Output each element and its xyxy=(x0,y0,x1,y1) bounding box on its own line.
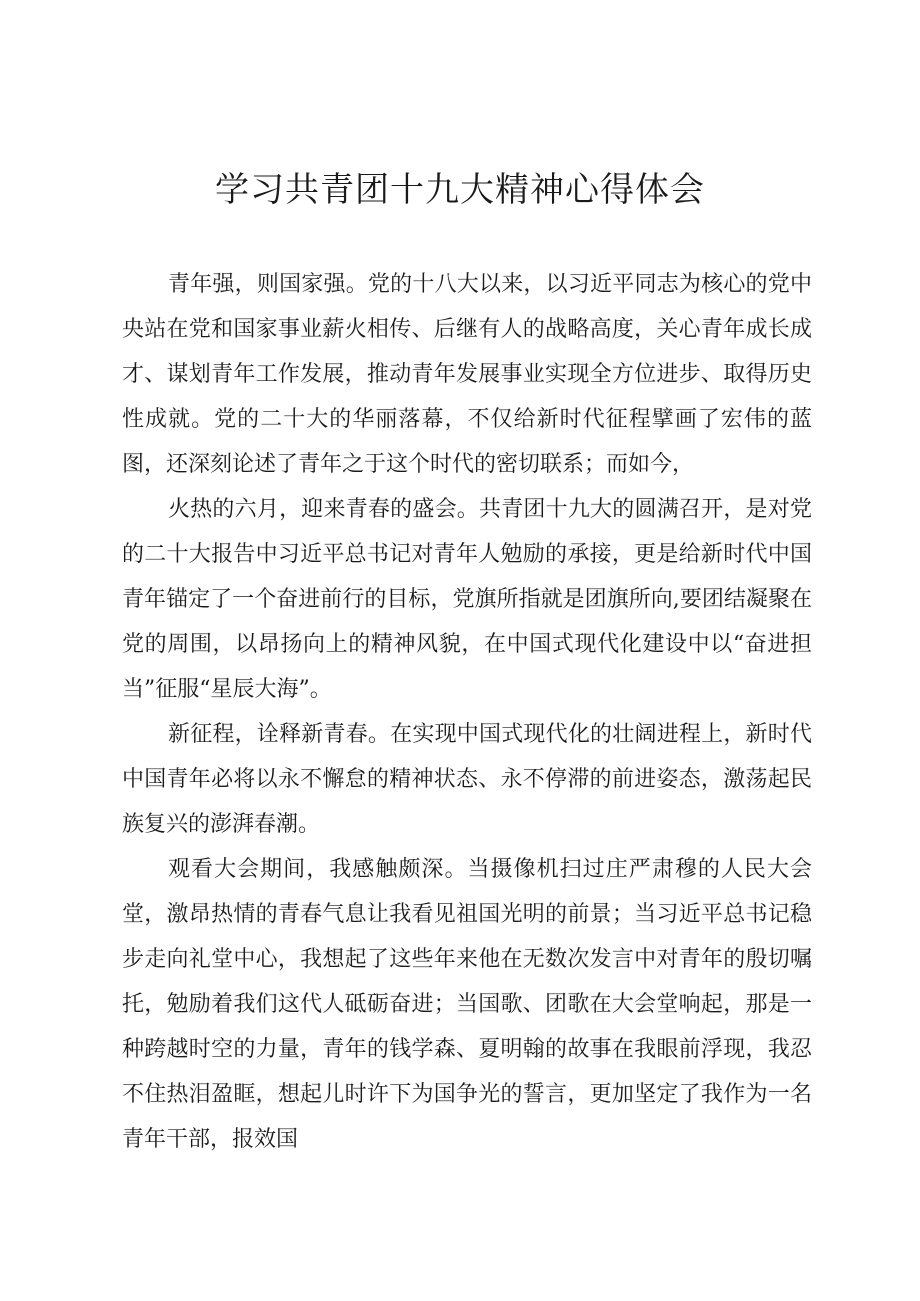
paragraph-3: 新征程，诠释新青春。在实现中国式现代化的壮阔进程上，新时代中国青年必将以永不懈怠的精神状态、永不停滞的前进姿态，激荡起民族复兴的澎湃春潮。 xyxy=(122,722,812,837)
paragraph-1: 青年强，则国家强。党的十八大以来，以习近平同志为核心的党中央站在党和国家事业薪火相传、后继有人的战略高度，关心青年成长成才、谋划青年工作发展，推动青年发展事业实现全方位进步、取得历史性成就。党的二十大的华丽落幕，不仅给新时代征程擘画了宏伟的蓝图，还深刻论述了青年之于这个时代的密切联系；而如今， xyxy=(122,272,812,477)
paragraph-4: 观看大会期间，我感触颇深。当摄像机扫过庄严肃穆的人民大会堂，激昂热情的青春气息让我看见祖国光明的前景；当习近平总书记稳步走向礼堂中心，我想起了这些年来他在无数次发言中对青年的殷切嘱托，勉励着我们这代人砥砺奋进；当国歌、团歌在大会堂响起，那是一种跨越时空的力量，青年的钱学森、夏明翰的故事在我眼前浮现，我忍不住热泪盈眶，想起儿时许下为国争光的誓言，更加坚定了我作为一名青年干部，报效国 xyxy=(122,857,812,1152)
paragraph-2: 火热的六月，迎来青春的盛会。共青团十九大的圆满召开，是对党的二十大报告中习近平总书记对青年人勉励的承接，更是给新时代中国青年锚定了一个奋进前行的目标，党旗所指就是团旗所向,要团结凝聚在党的周围，以昂扬向上的精神风貌，在中国式现代化建设中以“奋进担当”征服“星辰大海”。 xyxy=(122,497,812,702)
document-title: 学习共青团十九大精神心得体会 xyxy=(215,170,705,210)
document-body xyxy=(122,262,812,1162)
